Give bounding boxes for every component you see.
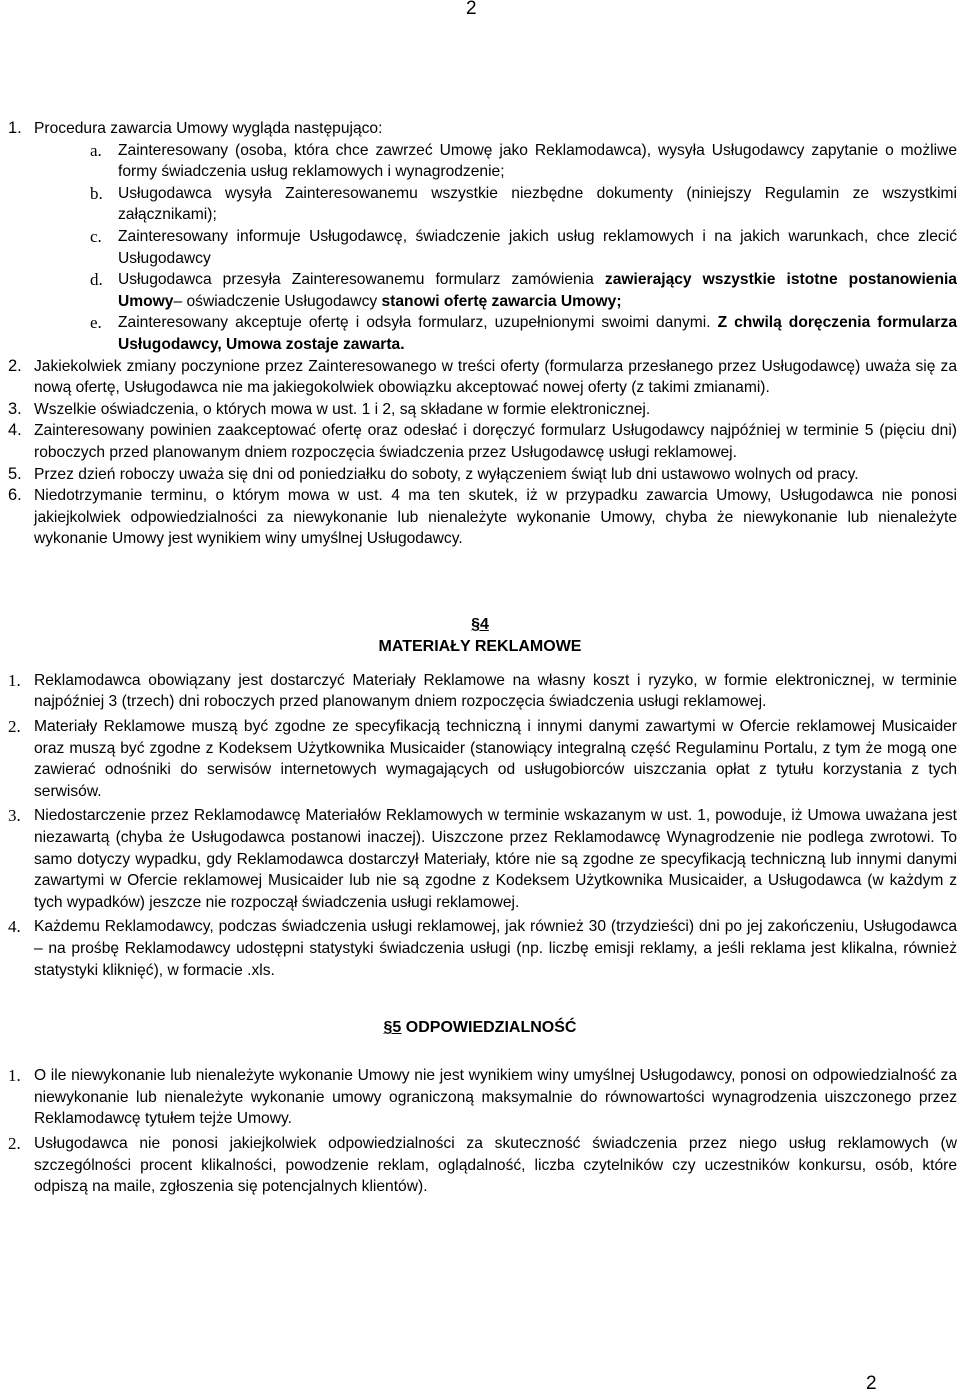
section-4-heading [0,614,960,658]
item-number: 1. [8,119,22,137]
document-body [0,118,960,1198]
list-item [0,399,960,421]
sub-item-letter: b. [90,183,103,203]
section-title: MATERIAŁY REKLAMOWE [378,637,582,655]
section-number: §4 [471,615,489,633]
sub-item-letter: c. [90,226,102,246]
item-number: 2. [8,717,21,737]
list-item [0,356,960,399]
sub-item-d [0,269,960,312]
item-text: Procedura zawarcia Umowy wygląda następująco: [34,120,383,137]
item-text: Każdemu Reklamodawcy, podczas świadczenia usługi reklamowej, jak również 30 (trzydzieści) dni po jej zakończeniu, Usługodawca – na prośbę Reklamodawcy udostępni statystyki świadczenia usługi (np. liczbę emisji reklamy, a jeśli reklama jest klikalna, również statystyki kliknięć), w formacie .xls. [34,918,957,979]
list-item [0,464,960,486]
sub-item-text: Zainteresowany (osoba, która chce zawrzeć Umowę jako Reklamodawca), wysyła Usługodawcy zapytanie o możliwe formy świadczenia usług reklamowych i wynagrodzenie; [118,141,957,181]
section-title: ODPOWIEDZIALNOŚĆ [405,1019,577,1037]
sub-item-letter: e. [90,313,102,333]
item-text: Materiały Reklamowe muszą być zgodne ze specyfikacją techniczną i innymi danymi zawartymi w Ofercie reklamowej Musicaider oraz muszą być zgodne z Kodeksem Użytkownika Musicaider (stanowiący integralną część Regulaminu Portalu, z tym że mogą one zawierać odnośniki do serwisów internetowych wymagających od usługobiorców uiszczania opłat z tytułu korzystania z tych serwisów. [34,718,957,800]
item-number: 1. [8,1066,21,1086]
item-text: Niedotrzymanie terminu, o którym mowa w ust. 4 ma ten skutek, iż w przypadku zawarcia Umowy, Usługodawca nie ponosi jakiejkolwiek odpowiedzialności za niewykonanie lub nienależyte wykonanie Umowy, chyba że niewykonanie lub nienależyte wykonanie Umowy jest wynikiem winy umyślnej Usługodawcy. [34,487,957,548]
sub-item-text: Zainteresowany akceptuje ofertę i odsyła formularz, uzupełnionymi swoimi danymi. [118,314,718,332]
item-text: Zainteresowany powinien zaakceptować ofertę oraz odesłać i doręczyć formularz Usługodawcy najpóźniej w terminie 5 (pięciu dni) roboczych przed planowanym dniem rozpoczęcia świadczenia przez Usługodawcę usługi reklamowej. [34,422,957,461]
list-item [0,670,960,713]
list-item [0,420,960,463]
section-5-heading [0,1017,960,1039]
sub-item-bold-text: Z chwilą doręczenia formularza Usługodawcy, Umowa zostaje zawarta. [118,314,957,353]
sub-item-text: – oświadczenie Usługodawcy [173,292,382,310]
item-number: 1. [8,670,21,690]
item-text: Reklamodawca obowiązany jest dostarczyć Materiały Reklamowe na własny koszt i ryzyko, w formie elektronicznej, w terminie najpóźniej 3 (trzech) dni roboczych przed planowanym dniem rozpoczęcia świadczenia usługi reklamowej. [34,671,957,711]
sub-item-letter: a. [90,140,102,160]
list-item [0,716,960,802]
section-number: §5 [383,1019,402,1037]
list-item [0,1065,960,1130]
list-item [0,118,960,140]
sub-item-bold-text: zawierający wszystkie istotne postanowienia Umowy [118,271,957,310]
item-text: Przez dzień roboczy uważa się dni od poniedziałku do soboty, z wyłączeniem świąt lub dni ustawowo wolnych od pracy. [34,465,859,483]
page-number-top: 2 [466,0,477,19]
sub-item-letter: d. [90,270,103,290]
list-item [0,1133,960,1198]
item-text: O ile niewykonanie lub nienależyte wykonanie Umowy nie jest wynikiem winy umyślnej Usługodawcy, ponosi on odpowiedzialność za niewykonanie lub nienależyte wykonanie umowy ograniczoną maksymalnie do równowartości wynagrodzenia uiszczonego przez Reklamodawcę tytułem tejże Umowy. [34,1067,957,1128]
sub-item-b [0,183,960,226]
item-text: Niedostarczenie przez Reklamodawcę Materiałów Reklamowych w terminie wskazanym w ust. 1, powoduje, iż Umowa uważana jest niezawartą (chyba że Usługodawca postanowi inaczej). Uiszczone przez Reklamodawcę Wynagrodzenie nie podlega zwrotowi. To samo dotyczy wypadku, gdy Reklamodawca dostarczył Materiały, które nie są zgodne ze specyfikacją techniczną lub innymi danymi zawartymi w Ofercie reklamowej Musicaider lub nie są zgodne z Kodeksem Użytkownika Musicaider, a Usługodawca (w każdym z tych wypadków) jeszcze nie rozpoczął świadczenia usługi reklamowej. [34,807,957,911]
item-number: 4. [8,421,22,440]
item-number: 3. [8,399,22,418]
list-item [0,805,960,913]
sub-item-bold-text: stanowi ofertę zawarcia Umowy; [381,292,622,310]
item-text: Jakiekolwiek zmiany poczynione przez Zainteresowanego w treści oferty (formularza przesłanego przez Usługodawcę) uważa się za nową ofertę, Usługodawca nie ma jakiegokolwiek obowiązku akceptować nowej oferty (z takimi zmianami). [34,357,957,397]
item-number: 2. [8,1133,21,1153]
item-number: 3. [8,806,21,826]
item-number: 5. [8,464,22,483]
list-item [0,485,960,550]
sub-item-c [0,226,960,269]
item-number: 6. [8,486,22,505]
sub-item-text: Usługodawca wysyła Zainteresowanemu wszystkie niezbędne dokumenty (niniejszy Regulamin ze wszystkimi załącznikami); [118,184,957,224]
item-number: 2. [8,356,22,375]
item-number: 4. [8,917,21,937]
sub-item-a [0,140,960,183]
page-number-bottom: 2 [866,1373,877,1394]
sub-item-e [0,312,960,355]
sub-item-text: Usługodawca przesyła Zainteresowanemu formularz zamówienia [118,271,605,289]
item-text: Usługodawca nie ponosi jakiejkolwiek odpowiedzialności za skuteczność świadczenia przez niego usług reklamowych (w szczególności procent klikalności, powodzenie reklam, oglądalność, liczba czytelników czy uczestników konkursu, osób, które odpiszą na maile, zgłoszenia się potencjalnych klientów). [34,1134,957,1196]
sub-item-text: Zainteresowany informuje Usługodawcę, świadczenie jakich usług reklamowych i na jakich warunkach, chce zlecić Usługodawcy [118,227,957,267]
item-text: Wszelkie oświadczenia, o których mowa w ust. 1 i 2, są składane w formie elektronicznej. [34,400,651,418]
list-item [0,916,960,981]
